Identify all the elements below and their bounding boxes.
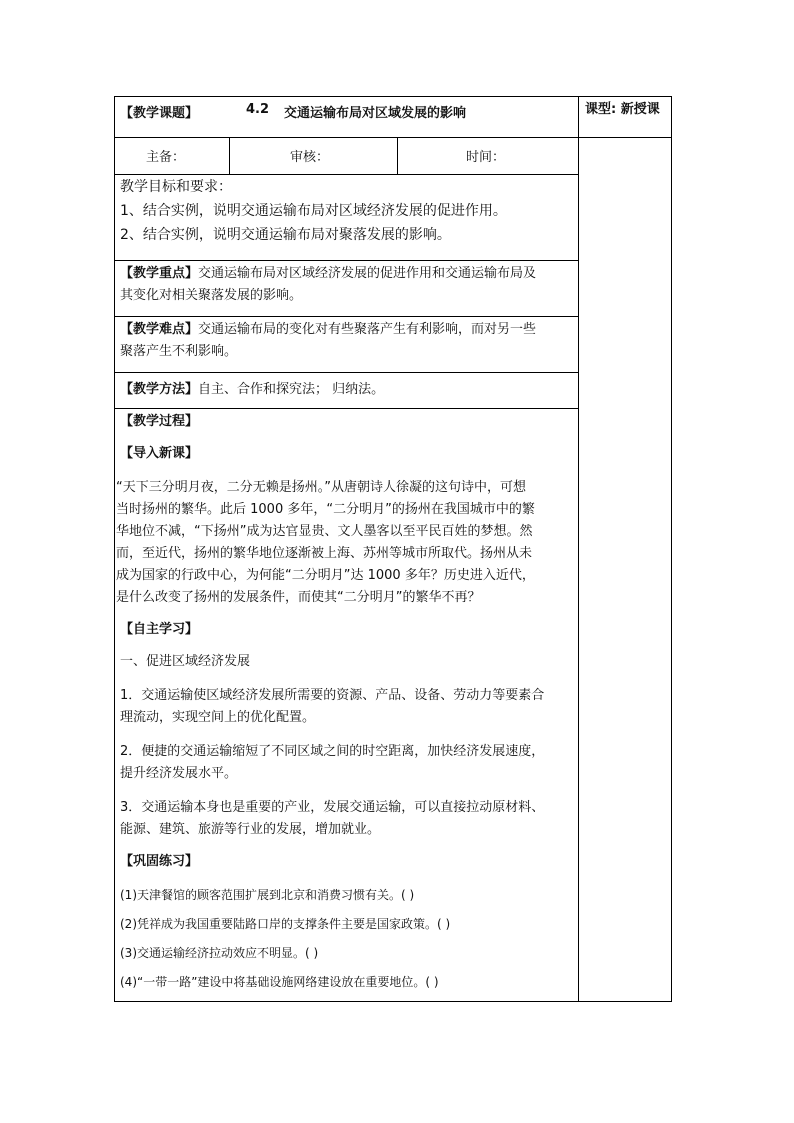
rule-after-keypoint xyxy=(114,316,579,317)
prepare-label: 主备： xyxy=(146,150,186,165)
rule-after-objectives xyxy=(114,260,579,261)
staff-divider-2 xyxy=(397,137,398,174)
staff-divider-1 xyxy=(229,137,230,174)
practice-heading: 【巩固练习】 xyxy=(120,854,199,869)
section-one-heading: 一、促进区域经济发展 xyxy=(120,654,251,669)
practice-item: (1)天津餐馆的顾客范围扩展到北京和消费习惯有关。( ) xyxy=(120,888,415,902)
point3-line1: 3．交通运输本身也是重要的产业，发展交通运输，可以直接拉动原材料、 xyxy=(120,800,545,815)
objectives-heading: 教学目标和要求： xyxy=(120,179,232,195)
point3-line2: 能源、建筑、旅游等行业的发展，增加就业。 xyxy=(120,822,381,837)
course-type: 课型: 新授课 xyxy=(585,102,660,117)
key-point-line2: 其变化对相关聚落发展的影响。 xyxy=(120,288,303,303)
intro-heading: 【导入新课】 xyxy=(120,446,199,461)
right-column-divider xyxy=(578,96,579,1002)
point2-line1: 2．便捷的交通运输缩短了不同区域之间的时空距离，加快经济发展速度， xyxy=(120,744,545,759)
key-point-label: 【教学重点】 xyxy=(120,266,199,281)
point2-line2: 提升经济发展水平。 xyxy=(120,766,238,781)
lesson-number: 4.2 xyxy=(246,102,270,117)
practice-item: (3)交通运输经济拉动效应不明显。( ) xyxy=(120,946,319,960)
lesson-topic-label: 【教学课题】 xyxy=(120,106,199,121)
intro-line: “天下三分明月夜，二分无赖是扬州。”从唐朝诗人徐凝的这句诗中，可想 xyxy=(116,480,526,495)
rule-after-title xyxy=(114,137,672,138)
intro-line: 是什么改变了扬州的发展条件，而使其“二分明月”的繁华不再？ xyxy=(116,590,481,605)
intro-line: 成为国家的行政中心，为何能“二分明月”达 1000 多年？历史进入近代， xyxy=(116,568,535,583)
method-text: 自主、合作和探究法； 归纳法。 xyxy=(198,382,385,397)
method-line xyxy=(120,378,384,402)
objective-item: 2、结合实例，说明交通运输布局对聚落发展的影响。 xyxy=(120,227,451,243)
practice-item: (2)凭祥成为我国重要陆路口岸的支撑条件主要是国家政策。( ) xyxy=(120,917,451,931)
key-point-text: 交通运输布局对区域经济发展的促进作用和交通运输布局及 xyxy=(198,266,537,281)
intro-line: 华地位不减，“下扬州”成为达官显贵、文人墨客以至平民百姓的梦想。然 xyxy=(116,524,533,539)
time-label: 时间： xyxy=(466,150,506,165)
rule-after-method xyxy=(114,408,579,409)
point1-line1: 1．交通运输使区域经济发展所需要的资源、产品、设备、劳动力等要素合 xyxy=(120,688,545,703)
rule-after-difficulty xyxy=(114,372,579,373)
difficulty-line1 xyxy=(120,318,536,342)
practice-item: (4)“一带一路”建设中将基础设施网络建设放在重要地位。( ) xyxy=(120,975,439,989)
point1-line2: 理流动，实现空间上的优化配置。 xyxy=(120,710,316,725)
review-label: 审核： xyxy=(290,150,330,165)
lesson-title: 交通运输布局对区域发展的影响 xyxy=(284,106,467,121)
key-point-line1 xyxy=(120,262,536,286)
self-study-heading: 【自主学习】 xyxy=(120,622,199,637)
intro-line: 当时扬州的繁华。此后 1000 多年，“二分明月”的扬州在我国城市中的繁 xyxy=(116,502,535,517)
difficulty-text: 交通运输布局的变化对有些聚落产生有利影响，而对另一些 xyxy=(198,322,537,337)
intro-line: 而，至近代，扬州的繁华地位逐渐被上海、苏州等城市所取代。扬州从未 xyxy=(116,546,533,561)
objective-item: 1、结合实例，说明交通运输布局对区域经济发展的促进作用。 xyxy=(120,203,507,219)
difficulty-line2: 聚落产生不利影响。 xyxy=(120,344,238,359)
difficulty-label: 【教学难点】 xyxy=(120,322,199,337)
method-label: 【教学方法】 xyxy=(120,382,199,397)
process-heading: 【教学过程】 xyxy=(120,414,199,429)
